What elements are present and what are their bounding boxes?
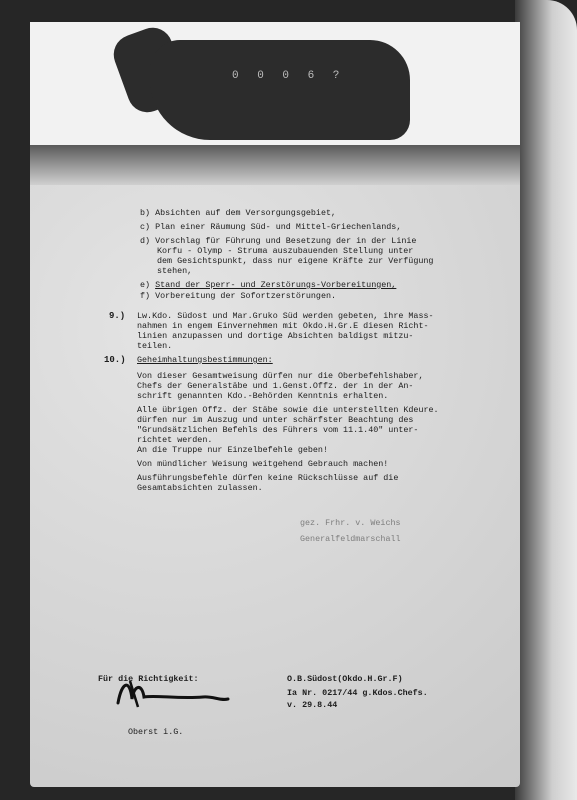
section-10-para4-line1: Ausführungsbefehle dürfen keine Rückschlüsse auf die [137,473,399,483]
list-item-b: b) Absichten auf dem Versorgungsgebiet, [140,208,337,218]
section-10-para2-line2: dürfen nur im Auszug und unter schärfster Beachtung des [137,415,414,425]
list-item-f: f) Vorbereitung der Sofortzerstörungen. [140,291,337,301]
list-item-e: e) Stand der Sperr- und Zerstörungs-Vorbereitungen, [140,280,397,290]
section-9-line4: teilen. [137,341,173,351]
signature-name: gez. Frhr. v. Weichs [300,518,401,528]
list-item-c: c) Plan einer Räumung Süd- und Mittel-Griechenlands, [140,222,402,232]
section-10-para2-line4: richtet werden. [137,435,213,445]
section-10-para2-line5: An die Truppe nur Einzelbefehle geben! [137,445,328,455]
section-10-heading: Geheimhaltungsbestimmungen: [137,355,273,365]
reference-office: O.B.Südost(Okdo.H.Gr.F) [287,674,403,684]
section-9-line1: Lw.Kdo. Südost und Mar.Gruko Süd werden gebeten, ihre Mass- [137,311,434,321]
signature-title: Generalfeldmarschall [300,534,401,544]
section-10-number: 10.) [104,355,126,365]
archive-number: 0 0 0 6 ? [232,70,346,82]
section-10-para4-line2: Gesamtabsichten zulassen. [137,483,263,493]
section-10-para2-line1: Alle übrigen Offz. der Stäbe sowie die unterstellten Kdeure. [137,405,439,415]
section-10-para1-line2: Chefs der Generalstäbe und 1.Genst.Offz. der in der An- [137,381,414,391]
section-9-number: 9.) [109,311,126,321]
reference-date: v. 29.8.44 [287,700,338,710]
section-9-line3: linien anzupassen und dortige Absichten baldigst mitzu- [137,331,414,341]
list-item-d-line2: Korfu - Olymp - Struma auszubauenden Stellung unter [157,246,414,256]
section-9-line2: nahmen in engem Einvernehmen mit Okdo.H.Gr.E diesen Richt- [137,321,429,331]
list-item-d-line3: dem Gesichtspunkt, dass nur eigene Kräfte zur Verfügung [157,256,434,266]
section-10-para1-line3: schrift genannten Kdo.-Behörden Kenntnis erhalten. [137,391,389,401]
list-item-d-line4: stehen, [157,266,193,276]
section-10-para1-line1: Von dieser Gesamtweisung dürfen nur die Oberbefehlshaber, [137,371,424,381]
handwritten-signature [108,673,238,713]
section-10-para3: Von mündlicher Weisung weitgehend Gebrauch machen! [137,459,389,469]
section-10-para2-line3: "Grundsätzlichen Befehls des Führers vom 11.1.40" unter- [137,425,419,435]
certification-label: Für die Richtigkeit: [98,674,199,684]
officer-rank: Oberst i.G. [128,727,184,737]
list-item-d: d) Vorschlag für Führung und Besetzung der in der Linie [140,236,417,246]
reference-number: Ia Nr. 0217/44 g.Kdos.Chefs. [287,688,428,698]
